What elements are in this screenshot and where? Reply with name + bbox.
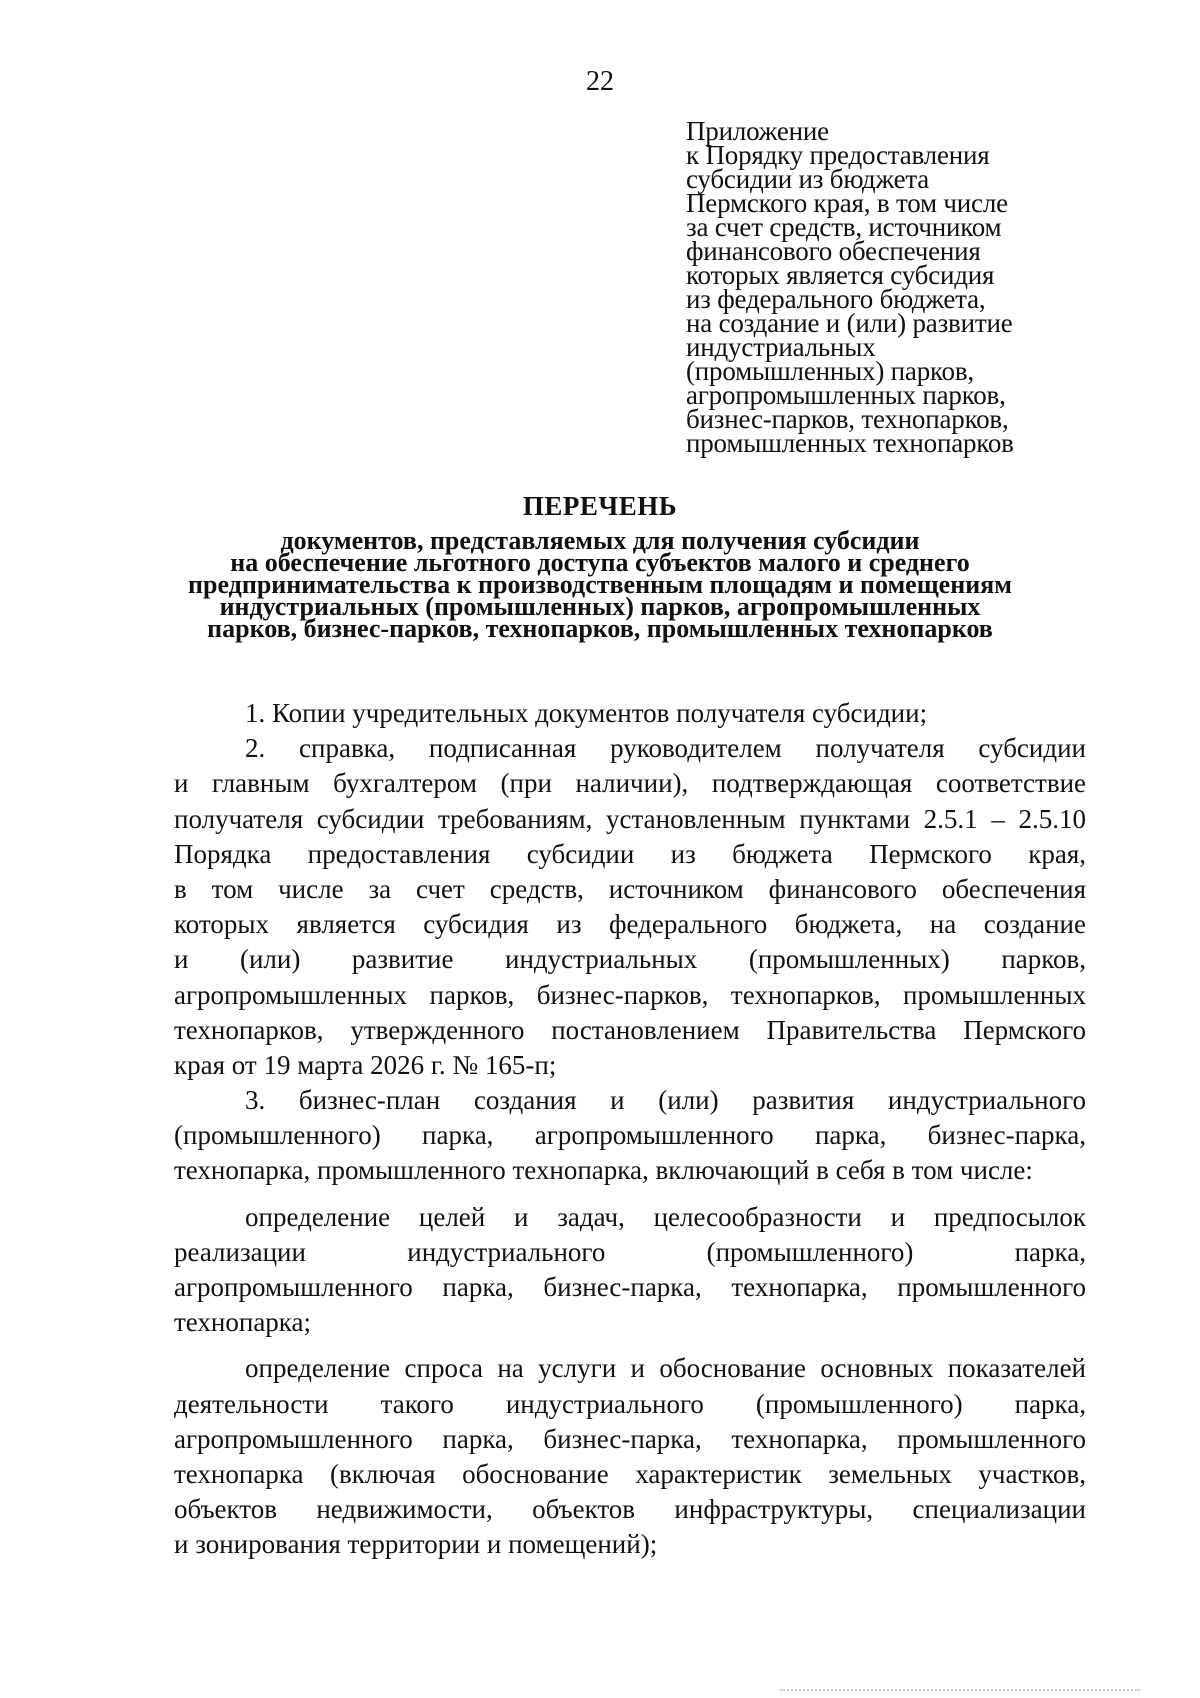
appendix-line: финансового обеспечения — [686, 236, 981, 266]
body-line: агропромышленных парков, бизнес-парков, технопарков, промышленных — [174, 979, 1086, 1010]
body-line: технопарка; — [174, 1307, 312, 1338]
body-line: 2. справка, подписанная руководителем получателя субсидии — [245, 733, 1086, 764]
body-line: которых является субсидия из федерального бюджета, на создание — [174, 909, 1086, 940]
appendix-heading — [686, 116, 1126, 458]
paragraph-item-2 — [174, 731, 1086, 1083]
body-line: и главным бухгалтером (при наличии), подтверждающая соответствие — [174, 768, 1086, 799]
appendix-line: субсидии из бюджета — [686, 164, 930, 194]
body-line: (промышленного) парка, агропромышленного парка, бизнес-парка, — [174, 1120, 1086, 1151]
appendix-line: которых является субсидия — [686, 260, 995, 290]
paragraph-goals — [174, 1200, 1086, 1341]
body-line: края от 19 марта 2026 г. № 165-п; — [174, 1049, 557, 1080]
document-title: ПЕРЕЧЕНЬ — [522, 491, 678, 521]
body-line: деятельности такого индустриального (промышленного) парка, — [174, 1388, 1086, 1419]
paragraph-item-3 — [174, 1083, 1086, 1189]
appendix-line: за счет средств, источником — [686, 212, 1002, 242]
body-line: технопарка (включая обоснование характеристик земельных участков, — [174, 1458, 1086, 1489]
appendix-line: бизнес-парков, технопарков, — [686, 404, 1009, 434]
appendix-line: индустриальных — [686, 332, 876, 362]
subtitle-line: парков, бизнес-парков, технопарков, промышленных технопарков — [207, 614, 993, 643]
appendix-line: (промышленных) парков, — [686, 356, 974, 386]
body-line: агропромышленного парка, бизнес-парка, технопарка, промышленного — [174, 1272, 1086, 1302]
subtitle-line: документов, представляемых для получения субсидии — [280, 526, 920, 555]
body-line: получателя субсидии требованиям, установленным пунктами 2.5.1 – 2.5.10 — [174, 803, 1086, 834]
appendix-line: агропромышленных парков, — [686, 380, 1006, 410]
paragraph-demand — [174, 1351, 1086, 1562]
body-line: 1. Копии учредительных документов получателя субсидии; — [245, 698, 928, 728]
body-line: технопарка, промышленного технопарка, включающий в себя в том числе: — [174, 1155, 1033, 1186]
body-line: в том числе за счет средств, источником финансового обеспечения — [174, 873, 1086, 904]
document-subtitle — [120, 526, 1080, 643]
body-line: агропромышленного парка, бизнес-парка, технопарка, промышленного — [174, 1423, 1086, 1454]
body-line: реализации индустриального (промышленного) парка, — [174, 1236, 1086, 1267]
document-body — [174, 696, 1086, 1563]
body-line: определение целей и задач, целесообразности и предпосылок — [245, 1201, 1086, 1232]
body-line: и зонирования территории и помещений); — [174, 1529, 658, 1560]
appendix-line: на создание и (или) развитие — [686, 308, 1013, 338]
appendix-line: Приложение — [686, 116, 829, 146]
appendix-line: Пермского края, в том числе — [686, 188, 1008, 218]
body-line: 3. бизнес-план создания и (или) развития индустриального — [245, 1085, 1086, 1116]
page-number: 22 — [586, 66, 614, 97]
subtitle-line: на обеспечение льготного доступа субъектов малого и среднего — [230, 548, 970, 577]
body-line: объектов недвижимости, объектов инфраструктуры, специализации — [174, 1494, 1086, 1525]
paragraph-item-1 — [174, 696, 1086, 731]
appendix-line: к Порядку предоставления — [686, 140, 990, 170]
appendix-line: из федерального бюджета, — [686, 284, 986, 314]
body-line: и (или) развитие индустриальных (промышленных) парков, — [174, 944, 1086, 975]
scan-artifact-dots — [780, 1689, 1140, 1694]
body-line: определение спроса на услуги и обоснование основных показателей — [245, 1353, 1086, 1384]
appendix-line: промышленных технопарков — [686, 428, 1014, 458]
body-line: технопарков, утвержденного постановлением Правительства Пермского — [174, 1014, 1086, 1045]
body-line: Порядка предоставления субсидии из бюджета Пермского края, — [174, 838, 1086, 869]
subtitle-line: индустриальных (промышленных) парков, агропромышленных — [219, 592, 981, 621]
subtitle-line: предпринимательства к производственным площадям и помещениям — [188, 570, 1012, 599]
